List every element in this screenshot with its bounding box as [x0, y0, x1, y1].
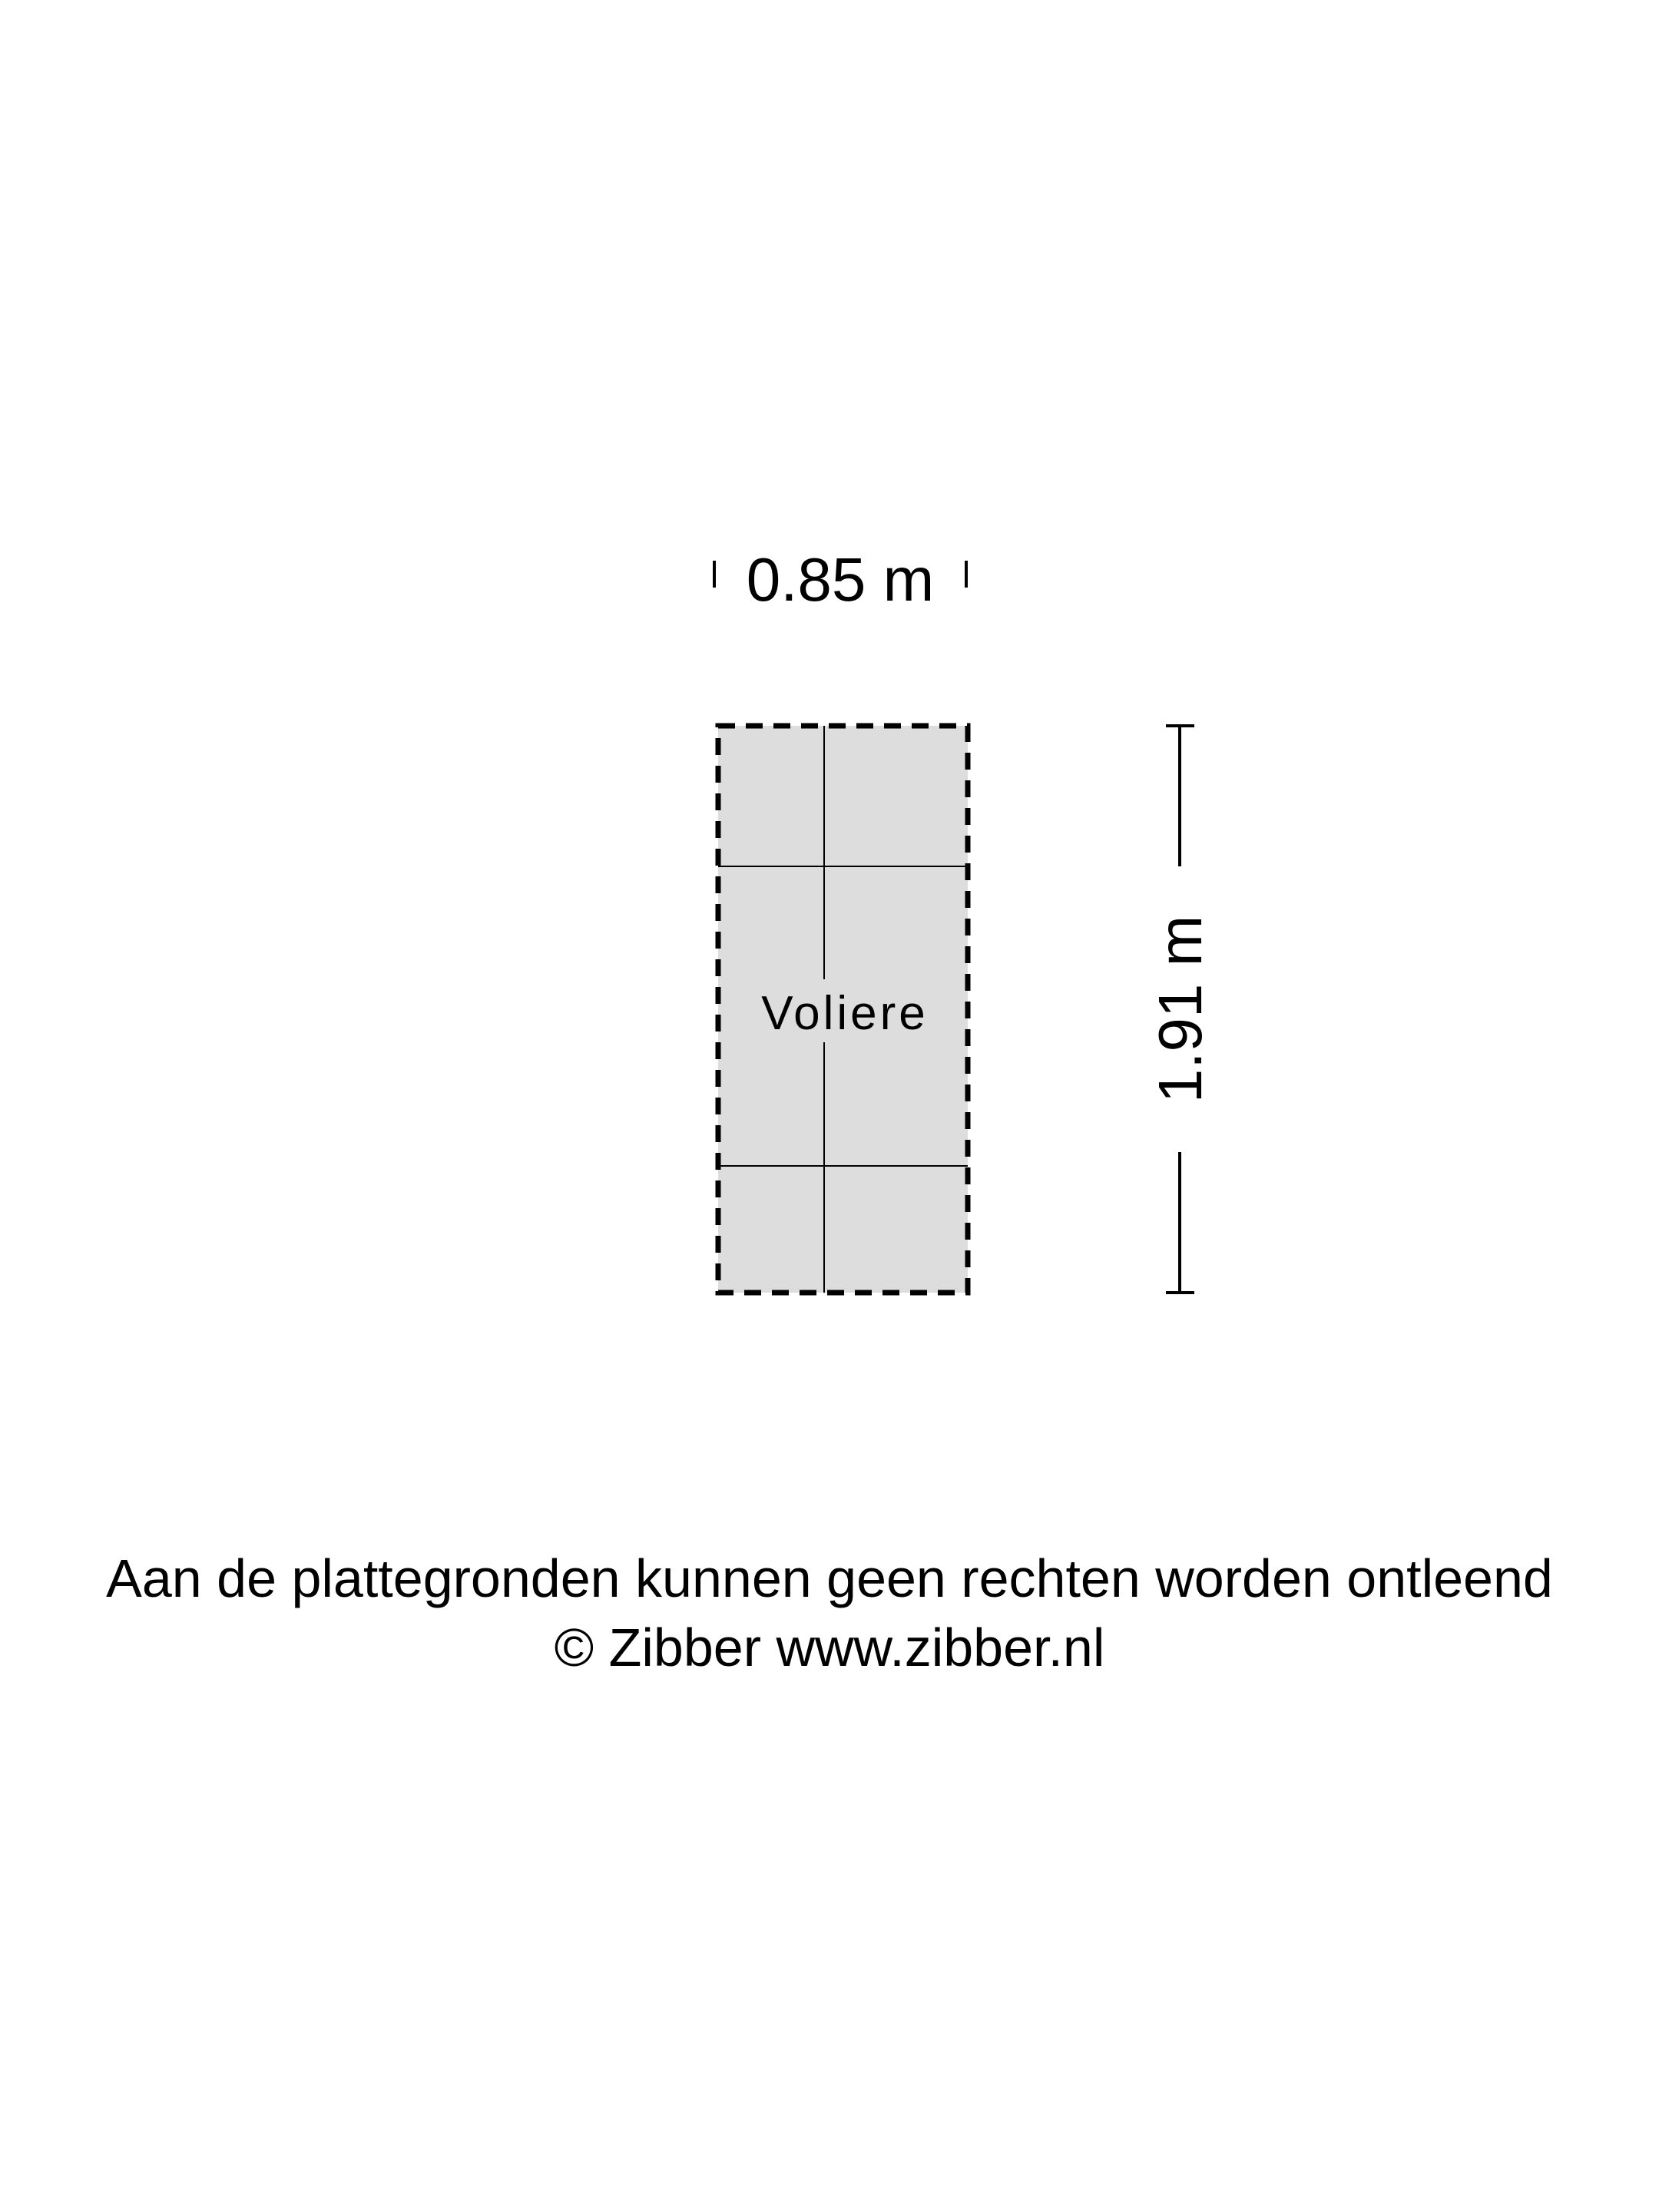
width-dimension [714, 545, 966, 614]
width-dimension-label: 0.85 m [746, 545, 935, 614]
room-label: Voliere [761, 987, 929, 1040]
length-dimension-label: 1.91 m [1146, 915, 1214, 1104]
copyright-text: © Zibber www.zibber.nl [554, 1618, 1105, 1677]
length-dimension [1146, 726, 1214, 1293]
disclaimer-text: Aan de plattegronden kunnen geen rechten worden ontleend [106, 1548, 1553, 1608]
room-voliere [718, 726, 968, 1293]
